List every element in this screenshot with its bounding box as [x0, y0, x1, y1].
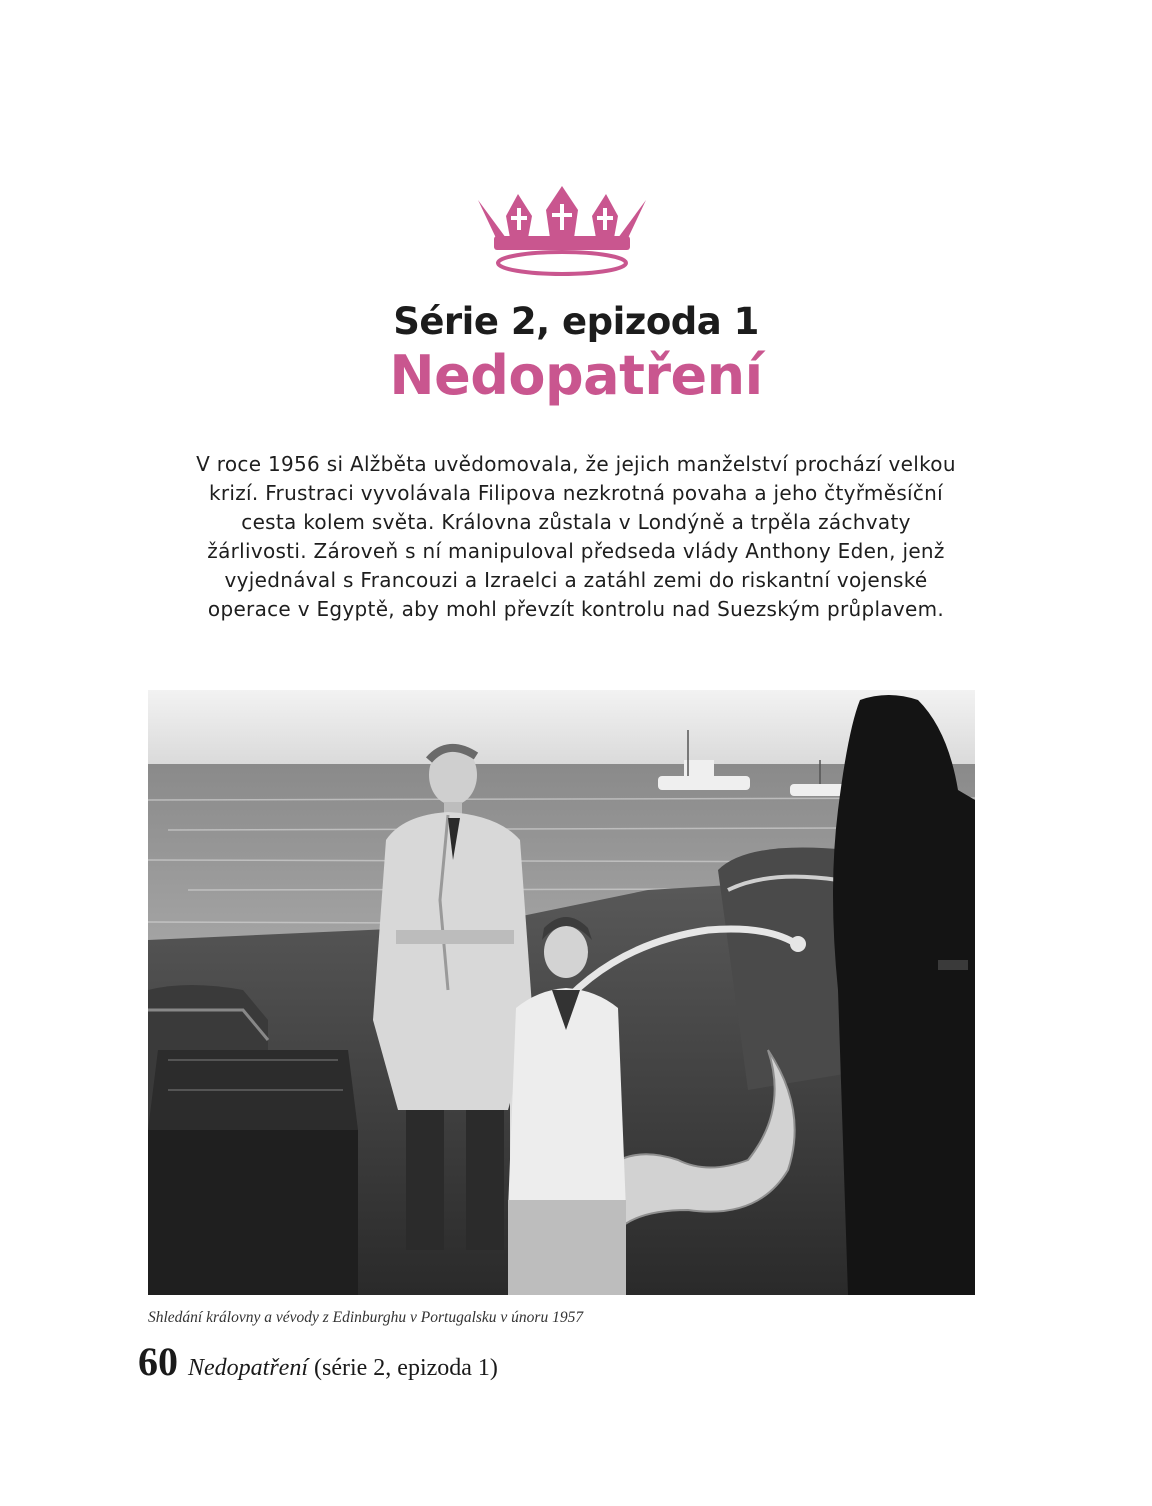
intro-line: žárlivosti. Zároveň s ní manipuloval předseda vlády Anthony Eden, jenž [207, 539, 945, 563]
episode-title: Nedopatření [389, 344, 763, 407]
intro-line: vyjednával s Francouzi a Izraelci a zatáhl zemi do riskantní vojenské [224, 568, 928, 592]
intro-line: cesta kolem světa. Královna zůstala v Londýně a trpěla záchvaty [241, 510, 911, 534]
intro-line: operace v Egyptě, aby mohl převzít kontrolu nad Suezským průplavem. [207, 597, 945, 621]
photo-caption: Shledání královny a vévody z Edinburghu v Portugalsku v únoru 1957 [148, 1309, 584, 1326]
intro-paragraph [140, 450, 1012, 624]
page-number: 60 [138, 1339, 178, 1384]
series-label: Série 2, epizoda 1 [393, 300, 759, 343]
footer-title: Nedopatření [188, 1355, 308, 1381]
intro-line: krizí. Frustraci vyvolávala Filipova nezkrotná povaha a jeho čtyřměsíční [208, 481, 944, 505]
intro-line: V roce 1956 si Alžběta uvědomovala, že jejich manželství prochází velkou [196, 452, 956, 476]
page-footer [138, 1338, 498, 1385]
crown-icon [476, 186, 648, 278]
footer-subtitle: (série 2, epizoda 1) [308, 1355, 498, 1381]
boat-photo [148, 690, 975, 1295]
